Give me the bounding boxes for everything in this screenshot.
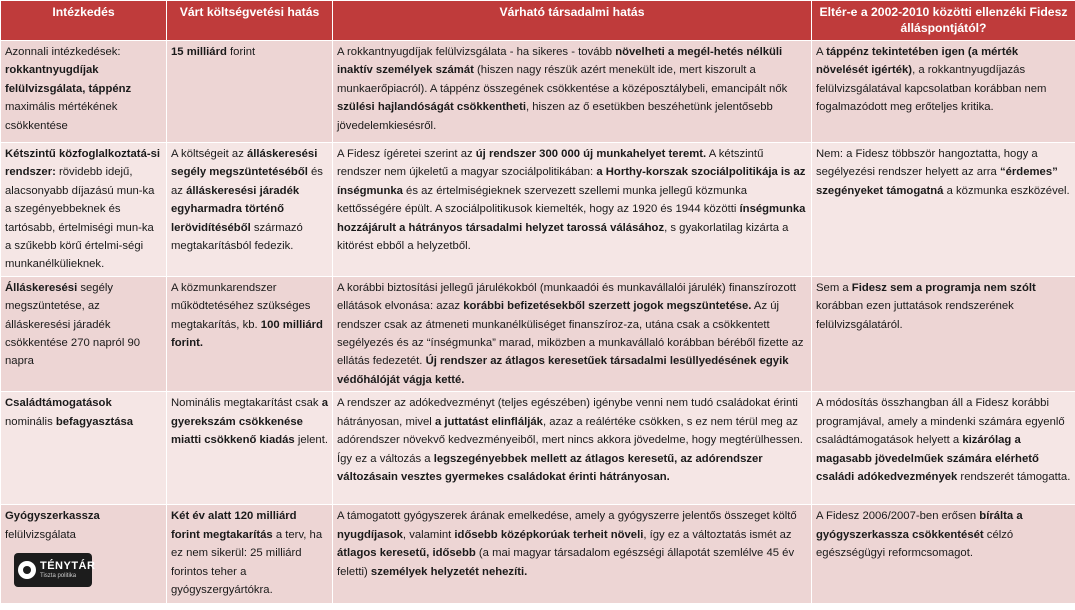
bold-text: Kétszintű közfoglalkoztatá-si rendszer: bbox=[5, 148, 161, 179]
bold-text: álláskeresési járadék egyharmadra történő lerövidítéséből bbox=[171, 184, 300, 234]
table-row bbox=[1, 505, 1075, 604]
logo-name: TÉNYTÁR bbox=[40, 559, 96, 572]
bold-text: növelheti a megél-hetés nélküli inaktív személyek számát bbox=[337, 46, 783, 77]
bold-text: idősebb középkorúak terheit növeli bbox=[454, 528, 644, 541]
tenytar-logo bbox=[14, 553, 96, 587]
bold-text: 100 milliárd forint. bbox=[171, 318, 323, 350]
cell-social-effect: A támogatott gyógyszerek árának emelkedése, amely a gyógyszerre jelentős összeget költő nyugdíjasok, valamint idősebb középkorúak terheit növeli, így ez a változtatás ismét az átlagos keresetű, idősebb (a mai magyar társadalom egészségi állapotát szemlélve 45 év feletti) személyek helyzetét nehezíti. bbox=[333, 505, 812, 604]
cell-fidesz-position: Sem a Fidesz sem a programja nem szólt korábban ezen juttatások rendszerének felülvizsgálatáról. bbox=[812, 276, 1075, 391]
bold-text: rokkantnyugdíjak felülvizsgálata, táppénz bbox=[5, 64, 132, 95]
bold-text: Családtámogatások bbox=[5, 397, 112, 410]
cell-budget-effect: 15 milliárd forint bbox=[167, 41, 333, 143]
cell-fidesz-position: A táppénz tekintetében igen (a mérték növelését igérték), a rokkantnyugdíjazás felülvizsgálatával kapcsolatban korábban nem fogalmazódott meg erőteljes kritika. bbox=[812, 41, 1075, 143]
bold-text: átlagos keresetű, idősebb bbox=[337, 547, 476, 560]
cell-fidesz-position: A Fidesz 2006/2007-ben erősen bírálta a gyógyszerkassza csökkentését célzó egészségügyi reformcsomagot. bbox=[812, 505, 1075, 604]
table-row bbox=[1, 143, 1075, 277]
bold-text: Két év alatt 120 milliárd forint megtakarítás bbox=[171, 510, 297, 541]
bold-text: 15 milliárd bbox=[171, 46, 227, 58]
bold-text: legszegényebbek mellett az átlagos keresetű, az adórendszer változásain vesztes gyermekes családokat érinti hátrányosan. bbox=[337, 452, 763, 483]
cell-measure: Gyógyszerkassza felülvizsgálata bbox=[1, 505, 167, 604]
bold-text: Fidesz sem a programja nem szólt bbox=[851, 281, 1036, 294]
cell-budget-effect: A közmunkarendszer működtetéséhez szükséges megtakarítás, kb. 100 milliárd forint. bbox=[167, 276, 333, 391]
table-row bbox=[1, 41, 1075, 143]
bold-text: korábbi befizetésekből szerzett jogok megszüntetése. bbox=[463, 300, 752, 313]
header-measure: Intézkedés bbox=[1, 1, 167, 41]
bold-text: befagyasztása bbox=[55, 415, 134, 428]
bold-text: táppénz tekintetében igen (a mérték növelését igérték) bbox=[816, 46, 1019, 77]
bold-text: álláskeresési segély megszüntetéséből bbox=[171, 148, 318, 179]
cell-measure: Álláskeresési segély megszüntetése, az álláskeresési járadék csökkentése 270 napról 90 napra bbox=[1, 276, 167, 391]
logo-mark-icon bbox=[18, 561, 36, 579]
cell-measure: Kétszintű közfoglalkoztatá-si rendszer: rövidebb idejű, alacsonyabb díjazású mun-ka a szegényebbeknek és tartósabb, értelmiségi mun-ka a szűkebb körű értelmi-ségi munkanélkülieknek. bbox=[1, 143, 167, 277]
bold-text: a Horthy-korszak szociálpolitikája is az ínségmunka bbox=[337, 166, 806, 197]
cell-budget-effect: Nominális megtakarítást csak a gyerekszám csökkenése miatti csökkenő kiadás jelent. bbox=[167, 392, 333, 505]
cell-budget-effect: A költségeit az álláskeresési segély megszüntetéséből és az álláskeresési járadék egyharmadra történő lerövidítéséből származó megtakarításból fedezik. bbox=[167, 143, 333, 277]
table-row bbox=[1, 276, 1075, 391]
bold-text: Új rendszer az átlagos keresetűek társadalmi lesüllyedésének egyik védőhálóját vágja ketté. bbox=[337, 355, 789, 386]
header-budget-effect: Várt költségvetési hatás bbox=[167, 1, 333, 41]
table-row bbox=[1, 392, 1075, 505]
bold-text: személyek helyzetét nehezíti. bbox=[370, 565, 528, 578]
cell-social-effect: A rokkantnyugdíjak felülvizsgálata - ha sikeres - tovább növelheti a megél-hetés nélküli inaktív személyek számát (hiszen nagy részük azért menekült ide, mert kiszorult a munkaerőpiacról). A táppénz összegének csökkentése a középosztálybeli, emancipált nők szülési hajlandóságát csökkentheti, hiszen az ő esetükben beszéhetünk jelentősebb jövedelemkiesésről. bbox=[333, 41, 812, 143]
header-row bbox=[1, 1, 1075, 41]
bold-text: nyugdíjasok bbox=[337, 528, 403, 541]
bold-text: a gyerekszám csökkenése miatti csökkenő kiadás bbox=[171, 397, 328, 447]
header-social-effect: Várható társadalmi hatás bbox=[333, 1, 812, 41]
cell-fidesz-position: A módosítás összhangban áll a Fidesz korábbi programjával, amely a mindenki számára egyenlő családtámogatások helyett a kizárólag a magasabb jövedelműek számára elérhető családi adókedvezmények rendszerét támogatta. bbox=[812, 392, 1075, 505]
bold-text: Álláskeresési bbox=[5, 281, 78, 294]
bold-text: szülési hajlandóságát csökkentheti bbox=[337, 101, 526, 114]
bold-text: bírálta a gyógyszerkassza csökkentését bbox=[816, 510, 1023, 541]
cell-social-effect: A korábbi biztosítási jellegű járulékokból (munkaadói és munkavállalói járulék) finanszírozott ellátások elvonása: azaz korábbi befizetésekből szerzett jogok megszüntetése. Az új rendszer csak az átmeneti munkanélküliséget finanszíroz-za, utána csak a csökkentett segélyezés és az “ínségmunka” marad, miközben a munkavállaló korábban béréből fizette az ellátás fedezetét. Új rendszer az átlagos keresetűek társadalmi lesüllyedésének egyik védőhálóját vágja ketté. bbox=[333, 276, 812, 391]
bold-text: új rendszer 300 000 új munkahelyet teremt. bbox=[475, 148, 707, 160]
bold-text: Gyógyszerkassza bbox=[5, 510, 100, 523]
cell-measure: Azonnali intézkedések: rokkantnyugdíjak felülvizsgálata, táppénz maximális mértékének csökkentése bbox=[1, 41, 167, 143]
cell-social-effect: A Fidesz ígéretei szerint az új rendszer 300 000 új munkahelyet teremt. A kétszintű rendszer nem újkeletű a magyar szociálpolitikában: a Horthy-korszak szociálpolitikája is az ínségmunka és az értelmiségieknek szervezett szellemi munka jellegű közmunka kettősségére épült. A szociálpolitikusok kiemelték, hogy az 1920 és 1944 közötti ínségmunka hozzájárult a hátrányos társadalmi helyzet tarossá válásához, s gyakorlatilag kizárta a kitörést ebből a helyzetből. bbox=[333, 143, 812, 277]
bold-text: a juttatást elinflálják bbox=[434, 415, 543, 428]
cell-fidesz-position: Nem: a Fidesz többször hangoztatta, hogy a segélyezési rendszer helyett az arra “érdemes” szegényeket támogatná a közmunka eszközével. bbox=[812, 143, 1075, 277]
cell-social-effect: A rendszer az adókedvezményt (teljes egészében) igénybe venni nem tudó családokat érinti hátrányosan, mivel a juttatást elinflálják, azaz a reálértéke csökken, s ez nem térül meg az adórendszer növekvő kedvezményeiből, mert nincs akkora jövedelme, hogy megtérülhessen. Így ez a változás a legszegényebbek mellett az átlagos keresetű, az adórendszer változásain vesztes gyermekes családokat érinti hátrányosan. bbox=[333, 392, 812, 505]
cell-measure: Családtámogatások nominális befagyasztása bbox=[1, 392, 167, 505]
logo-tagline: Tiszta politika bbox=[40, 572, 77, 579]
header-fidesz-position: Eltér-e a 2002-2010 közötti ellenzéki Fidesz álláspontjától? bbox=[812, 1, 1075, 41]
bold-text: ínségmunka hozzájárult a hátrányos társadalmi helyzet tarossá válásához bbox=[337, 203, 806, 234]
cell-budget-effect: Két év alatt 120 milliárd forint megtakarítás a terv, ha ez nem sikerül: 25 milliárd forintos teher a gyógyszergyártókra. bbox=[167, 505, 333, 604]
bold-text: “érdemes” szegényeket támogatná bbox=[816, 166, 1058, 197]
bold-text: kizárólag a magasabb jövedelműek számára elérhető családi adókedvezmények bbox=[816, 434, 1039, 483]
